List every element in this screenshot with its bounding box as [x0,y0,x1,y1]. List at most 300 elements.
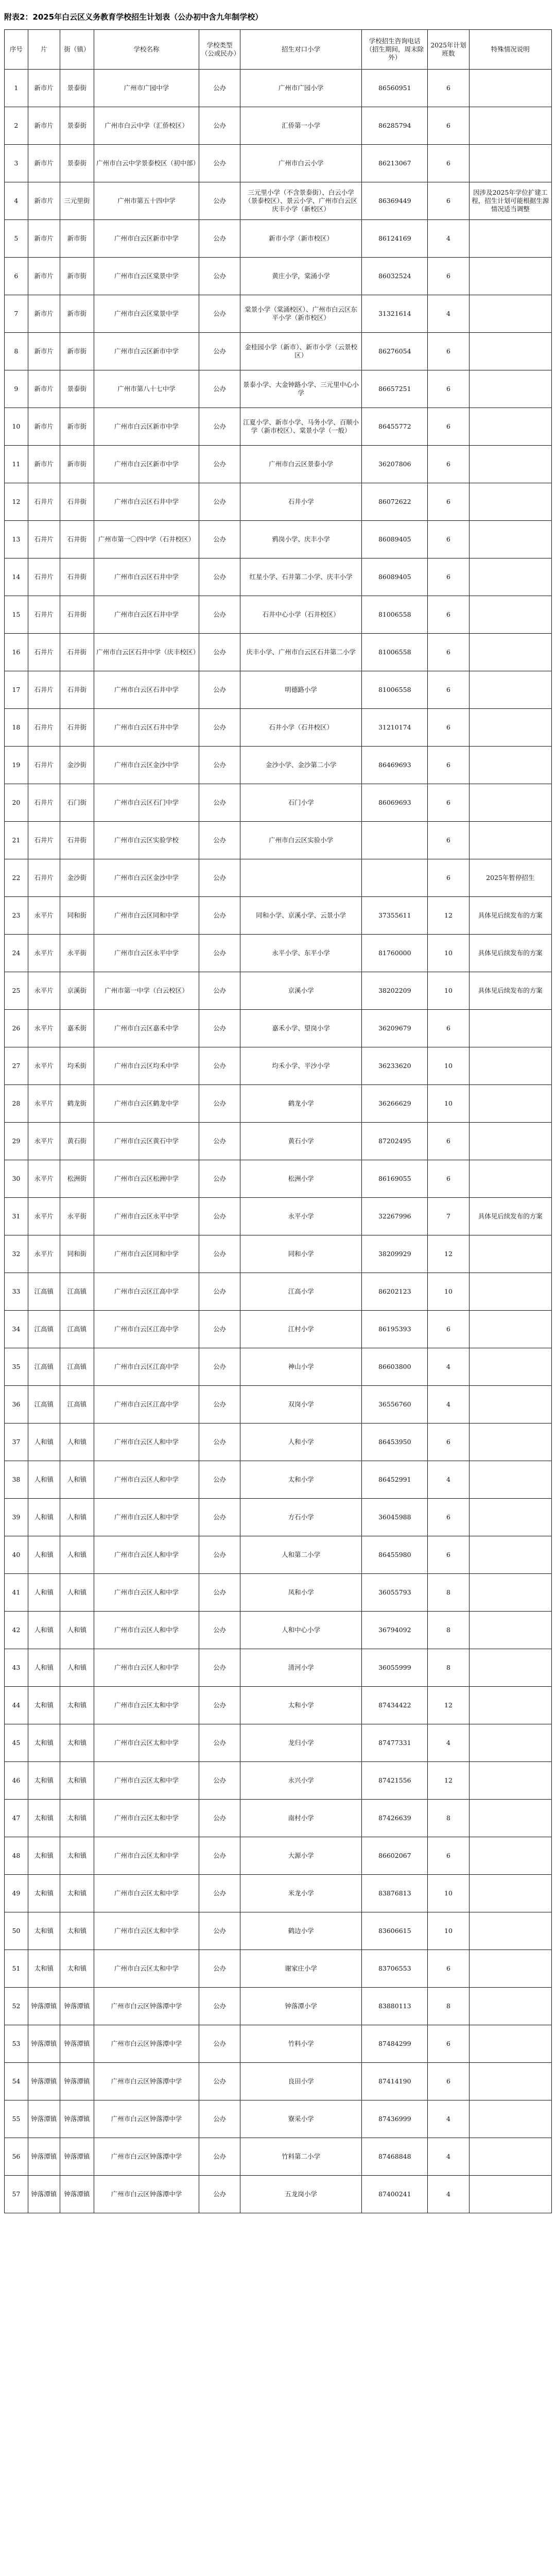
cell-type: 公办 [199,1311,240,1348]
cell-primary: 红星小学、石井第二小学、庆丰小学 [240,558,362,596]
table-row [5,1085,552,1123]
cell-street: 景泰街 [60,145,94,182]
cell-street: 石井街 [60,822,94,859]
cell-classes: 6 [428,596,469,634]
cell-classes: 6 [428,258,469,295]
cell-primary: 京溪小学 [240,972,362,1010]
table-row [5,1311,552,1348]
cell-street: 松洲街 [60,1160,94,1198]
cell-primary: 良田小学 [240,2063,362,2100]
cell-street: 石门街 [60,784,94,822]
cell-phone: 86276054 [362,333,428,370]
cell-primary: 米龙小学 [240,1875,362,1912]
cell-school: 广州市白云区同和中学 [94,1235,199,1273]
cell-street: 钟落潭镇 [60,2176,94,2213]
cell-phone: 87421556 [362,1762,428,1800]
cell-note [469,1085,551,1123]
cell-area: 新市片 [28,182,60,220]
table-row [5,70,552,107]
cell-area: 石井片 [28,634,60,671]
cell-street: 石井街 [60,709,94,747]
table-row [5,634,552,671]
cell-seq: 41 [5,1574,28,1612]
cell-seq: 45 [5,1724,28,1762]
cell-classes: 10 [428,1912,469,1950]
cell-classes: 8 [428,1574,469,1612]
cell-school: 广州市白云区太和中学 [94,1950,199,1988]
cell-note [469,1762,551,1800]
cell-seq: 26 [5,1010,28,1047]
cell-school: 广州市白云区太和中学 [94,1724,199,1762]
cell-area: 石井片 [28,822,60,859]
cell-seq: 25 [5,972,28,1010]
cell-note [469,1912,551,1950]
cell-area: 人和镇 [28,1612,60,1649]
cell-seq: 22 [5,859,28,897]
table-row [5,483,552,521]
cell-street: 京溪街 [60,972,94,1010]
cell-primary: 永兴小学 [240,1762,362,1800]
cell-street: 石井街 [60,671,94,709]
cell-street: 同和街 [60,897,94,935]
table-row [5,1348,552,1386]
cell-classes: 6 [428,1010,469,1047]
cell-area: 人和镇 [28,1461,60,1499]
cell-street: 同和街 [60,1235,94,1273]
cell-note: 具体见后续发布的方案 [469,1198,551,1235]
cell-phone: 86213067 [362,145,428,182]
cell-classes: 6 [428,2025,469,2063]
table-row [5,1649,552,1687]
cell-school: 广州市白云区人和中学 [94,1461,199,1499]
cell-note [469,1010,551,1047]
cell-classes: 6 [428,634,469,671]
cell-seq: 21 [5,822,28,859]
table-row [5,1160,552,1198]
cell-primary: 谢家庄小学 [240,1950,362,1988]
cell-area: 永平片 [28,1198,60,1235]
cell-primary: 永平小学、东平小学 [240,935,362,972]
cell-area: 新市片 [28,107,60,145]
cell-street: 新市街 [60,258,94,295]
cell-note [469,2176,551,2213]
cell-note [469,596,551,634]
cell-classes: 10 [428,1047,469,1085]
cell-type: 公办 [199,972,240,1010]
cell-type: 公办 [199,747,240,784]
cell-area: 石井片 [28,521,60,558]
table-row [5,671,552,709]
cell-school: 广州市第八十七中学 [94,370,199,408]
table-row [5,220,552,258]
cell-seq: 52 [5,1988,28,2025]
cell-area: 人和镇 [28,1423,60,1461]
cell-primary: 石井中心小学（石井校区） [240,596,362,634]
cell-school: 广州市白云区均禾中学 [94,1047,199,1085]
cell-school: 广州市白云区钟落潭中学 [94,2176,199,2213]
table-row [5,784,552,822]
table-row [5,1762,552,1800]
cell-seq: 20 [5,784,28,822]
cell-street: 景泰街 [60,107,94,145]
cell-primary [240,859,362,897]
cell-seq: 14 [5,558,28,596]
cell-note [469,1574,551,1612]
table-row [5,1198,552,1235]
cell-type: 公办 [199,258,240,295]
cell-seq: 1 [5,70,28,107]
cell-type: 公办 [199,634,240,671]
table-row [5,1536,552,1574]
cell-phone: 86089405 [362,558,428,596]
cell-note [469,483,551,521]
cell-phone: 86069693 [362,784,428,822]
cell-school: 广州市第一〇四中学（石井校区） [94,521,199,558]
cell-note [469,1047,551,1085]
cell-phone: 37355611 [362,897,428,935]
cell-street: 太和镇 [60,1837,94,1875]
cell-area: 太和镇 [28,1837,60,1875]
cell-note: 具体见后续发布的方案 [469,897,551,935]
cell-classes: 4 [428,1386,469,1423]
page-title: 附表2：2025年白云区义务教育学校招生计划表（公办初中含九年制学校） [4,12,263,22]
cell-type: 公办 [199,107,240,145]
cell-classes: 6 [428,1160,469,1198]
cell-phone: 31210174 [362,709,428,747]
cell-note [469,446,551,483]
cell-street: 金沙街 [60,747,94,784]
cell-note [469,1612,551,1649]
cell-primary: 人和小学 [240,1423,362,1461]
header-cell: 街（镇） [60,30,94,70]
cell-type: 公办 [199,2100,240,2138]
cell-type: 公办 [199,1912,240,1950]
cell-type: 公办 [199,1123,240,1160]
cell-school: 广州市白云区江高中学 [94,1311,199,1348]
cell-classes: 6 [428,446,469,483]
cell-street: 人和镇 [60,1649,94,1687]
cell-seq: 15 [5,596,28,634]
cell-note [469,1649,551,1687]
table-row [5,1875,552,1912]
cell-street: 石井街 [60,558,94,596]
cell-primary: 广州市白云小学 [240,145,362,182]
cell-phone: 87484299 [362,2025,428,2063]
cell-note [469,709,551,747]
cell-note: 具体见后续发布的方案 [469,935,551,972]
table-row [5,258,552,295]
cell-classes: 8 [428,1612,469,1649]
cell-primary: 庆丰小学、广州市白云区石井第二小学 [240,634,362,671]
cell-phone: 36556760 [362,1386,428,1423]
cell-note [469,1536,551,1574]
cell-note [469,2138,551,2176]
header-cell: 序号 [5,30,28,70]
cell-area: 石井片 [28,558,60,596]
cell-phone: 86603800 [362,1348,428,1386]
cell-area: 太和镇 [28,1950,60,1988]
cell-note [469,1950,551,1988]
cell-primary: 黄石小学 [240,1123,362,1160]
cell-school: 广州市白云区同和中学 [94,897,199,935]
cell-school: 广州市白云区黄石中学 [94,1123,199,1160]
cell-school: 广州市白云区人和中学 [94,1612,199,1649]
cell-phone: 87426639 [362,1800,428,1837]
cell-area: 新市片 [28,295,60,333]
cell-note [469,671,551,709]
cell-note [469,1724,551,1762]
cell-school: 广州市白云区江高中学 [94,1386,199,1423]
cell-classes: 7 [428,1198,469,1235]
table-row [5,408,552,446]
cell-area: 人和镇 [28,1499,60,1536]
cell-classes: 12 [428,1762,469,1800]
cell-classes: 6 [428,333,469,370]
cell-area: 太和镇 [28,1800,60,1837]
cell-school: 广州市白云区松洲中学 [94,1160,199,1198]
cell-primary: 黄庄小学，棠涌小学 [240,258,362,295]
cell-classes: 6 [428,483,469,521]
cell-type: 公办 [199,408,240,446]
cell-school: 广州市白云区人和中学 [94,1423,199,1461]
header-cell: 学校招生咨询电话（招生期间，周末除外） [362,30,428,70]
cell-primary: 南村小学 [240,1800,362,1837]
cell-school: 广州市白云区人和中学 [94,1649,199,1687]
cell-area: 石井片 [28,671,60,709]
cell-area: 永平片 [28,897,60,935]
cell-primary: 钟落潭小学 [240,1988,362,2025]
cell-street: 永平街 [60,1198,94,1235]
cell-area: 新市片 [28,70,60,107]
cell-school: 广州市白云区钟落潭中学 [94,2138,199,2176]
cell-area: 钟落潭镇 [28,2100,60,2138]
cell-primary: 双岗小学 [240,1386,362,1423]
cell-school: 广州市白云区永平中学 [94,1198,199,1235]
cell-seq: 10 [5,408,28,446]
cell-school: 广州市白云区太和中学 [94,1762,199,1800]
cell-classes: 8 [428,1988,469,2025]
cell-street: 人和镇 [60,1499,94,1536]
cell-type: 公办 [199,1085,240,1123]
cell-primary: 石井小学（石井校区） [240,709,362,747]
cell-area: 石井片 [28,859,60,897]
cell-seq: 53 [5,2025,28,2063]
cell-street: 石井街 [60,483,94,521]
cell-classes: 10 [428,972,469,1010]
cell-phone: 86453950 [362,1423,428,1461]
table-row [5,1386,552,1423]
cell-area: 永平片 [28,1160,60,1198]
cell-seq: 27 [5,1047,28,1085]
cell-classes: 6 [428,145,469,182]
table-row [5,295,552,333]
cell-classes: 8 [428,1649,469,1687]
cell-seq: 4 [5,182,28,220]
cell-phone: 31321614 [362,295,428,333]
cell-area: 钟落潭镇 [28,2176,60,2213]
cell-street: 新市街 [60,333,94,370]
cell-phone: 81760000 [362,935,428,972]
cell-street: 新市街 [60,220,94,258]
cell-seq: 56 [5,2138,28,2176]
cell-school: 广州市白云区太和中学 [94,1875,199,1912]
cell-classes: 12 [428,897,469,935]
cell-street: 黄石街 [60,1123,94,1160]
cell-note [469,2063,551,2100]
cell-note [469,1875,551,1912]
cell-area: 石井片 [28,709,60,747]
cell-seq: 5 [5,220,28,258]
cell-phone: 86124169 [362,220,428,258]
cell-type: 公办 [199,897,240,935]
cell-seq: 33 [5,1273,28,1311]
table-row [5,182,552,220]
cell-phone: 86455980 [362,1536,428,1574]
cell-type: 公办 [199,2025,240,2063]
cell-phone: 86285794 [362,107,428,145]
cell-classes: 6 [428,1311,469,1348]
cell-primary: 松洲小学 [240,1160,362,1198]
cell-school: 广州市白云区太和中学 [94,1912,199,1950]
cell-area: 太和镇 [28,1687,60,1724]
cell-primary: 汇侨第一小学 [240,107,362,145]
cell-classes: 10 [428,935,469,972]
cell-area: 新市片 [28,333,60,370]
cell-note [469,1160,551,1198]
cell-seq: 6 [5,258,28,295]
cell-street: 钟落潭镇 [60,2063,94,2100]
cell-classes: 6 [428,182,469,220]
cell-school: 广州市白云区新市中学 [94,446,199,483]
cell-note: 因涉及2025年学位扩建工程，招生计划可能根据生源情况适当调整 [469,182,551,220]
cell-school: 广州市白云区石井中学 [94,671,199,709]
cell-type: 公办 [199,784,240,822]
cell-type: 公办 [199,558,240,596]
cell-primary: 广州市白云区实验小学 [240,822,362,859]
cell-classes: 4 [428,220,469,258]
cell-classes: 10 [428,1273,469,1311]
cell-seq: 54 [5,2063,28,2100]
cell-seq: 42 [5,1612,28,1649]
cell-phone: 87400241 [362,2176,428,2213]
cell-type: 公办 [199,145,240,182]
cell-primary: 江夏小学、新市小学、马务小学、百顺小学（新市校区）、棠景小学（一般） [240,408,362,446]
cell-classes: 6 [428,671,469,709]
cell-area: 人和镇 [28,1536,60,1574]
cell-classes: 6 [428,1499,469,1536]
cell-school: 广州市白云区石井中学 [94,709,199,747]
table-row [5,1461,552,1499]
cell-school: 广州市白云区石井中学 [94,596,199,634]
cell-note [469,1800,551,1837]
cell-note [469,521,551,558]
cell-street: 人和镇 [60,1423,94,1461]
cell-note [469,333,551,370]
cell-area: 永平片 [28,1235,60,1273]
cell-note [469,634,551,671]
cell-phone: 87434422 [362,1687,428,1724]
cell-note [469,258,551,295]
cell-type: 公办 [199,1988,240,2025]
cell-type: 公办 [199,671,240,709]
cell-classes: 6 [428,521,469,558]
cell-seq: 31 [5,1198,28,1235]
cell-note [469,1837,551,1875]
cell-area: 石井片 [28,747,60,784]
cell-phone: 81006558 [362,634,428,671]
cell-seq: 36 [5,1386,28,1423]
cell-phone: 86469693 [362,747,428,784]
table-row [5,107,552,145]
cell-street: 景泰街 [60,70,94,107]
cell-note [469,558,551,596]
cell-school: 广州市白云区江高中学 [94,1348,199,1386]
cell-type: 公办 [199,935,240,972]
cell-type: 公办 [199,1010,240,1047]
cell-primary: 金桂园小学（新市）、新市小学（云景校区） [240,333,362,370]
cell-phone: 86169055 [362,1160,428,1198]
cell-primary: 明德路小学 [240,671,362,709]
cell-seq: 43 [5,1649,28,1687]
table-row [5,1988,552,2025]
cell-phone [362,859,428,897]
cell-classes: 6 [428,747,469,784]
cell-area: 永平片 [28,1047,60,1085]
cell-type: 公办 [199,709,240,747]
cell-note [469,1499,551,1536]
cell-school: 广州市白云区棠景中学 [94,258,199,295]
cell-street: 石井街 [60,521,94,558]
cell-classes: 12 [428,1235,469,1273]
table-row [5,1612,552,1649]
cell-phone: 83606615 [362,1912,428,1950]
table-row [5,1912,552,1950]
cell-classes: 4 [428,1461,469,1499]
cell-primary: 金沙小学、金沙第二小学 [240,747,362,784]
cell-classes: 6 [428,784,469,822]
table-row [5,1235,552,1273]
cell-note [469,2025,551,2063]
cell-seq: 50 [5,1912,28,1950]
cell-street: 鹤龙街 [60,1085,94,1123]
cell-phone: 36055999 [362,1649,428,1687]
cell-note [469,1386,551,1423]
cell-type: 公办 [199,1499,240,1536]
cell-primary: 竹料小学 [240,2025,362,2063]
cell-seq: 32 [5,1235,28,1273]
cell-classes: 10 [428,1085,469,1123]
cell-school: 广州市白云区人和中学 [94,1499,199,1536]
cell-seq: 44 [5,1687,28,1724]
cell-seq: 39 [5,1499,28,1536]
cell-street: 人和镇 [60,1461,94,1499]
cell-seq: 9 [5,370,28,408]
cell-street: 江高镇 [60,1348,94,1386]
header-cell: 学校名称 [94,30,199,70]
table-row [5,897,552,935]
cell-classes: 6 [428,70,469,107]
cell-seq: 3 [5,145,28,182]
cell-area: 石井片 [28,483,60,521]
cell-primary: 广州市白云区景泰小学 [240,446,362,483]
cell-area: 江高镇 [28,1386,60,1423]
cell-primary: 方石小学 [240,1499,362,1536]
cell-primary: 鹤龙小学 [240,1085,362,1123]
cell-seq: 40 [5,1536,28,1574]
cell-school: 广州市白云区金沙中学 [94,747,199,784]
cell-area: 太和镇 [28,1912,60,1950]
table-row [5,747,552,784]
